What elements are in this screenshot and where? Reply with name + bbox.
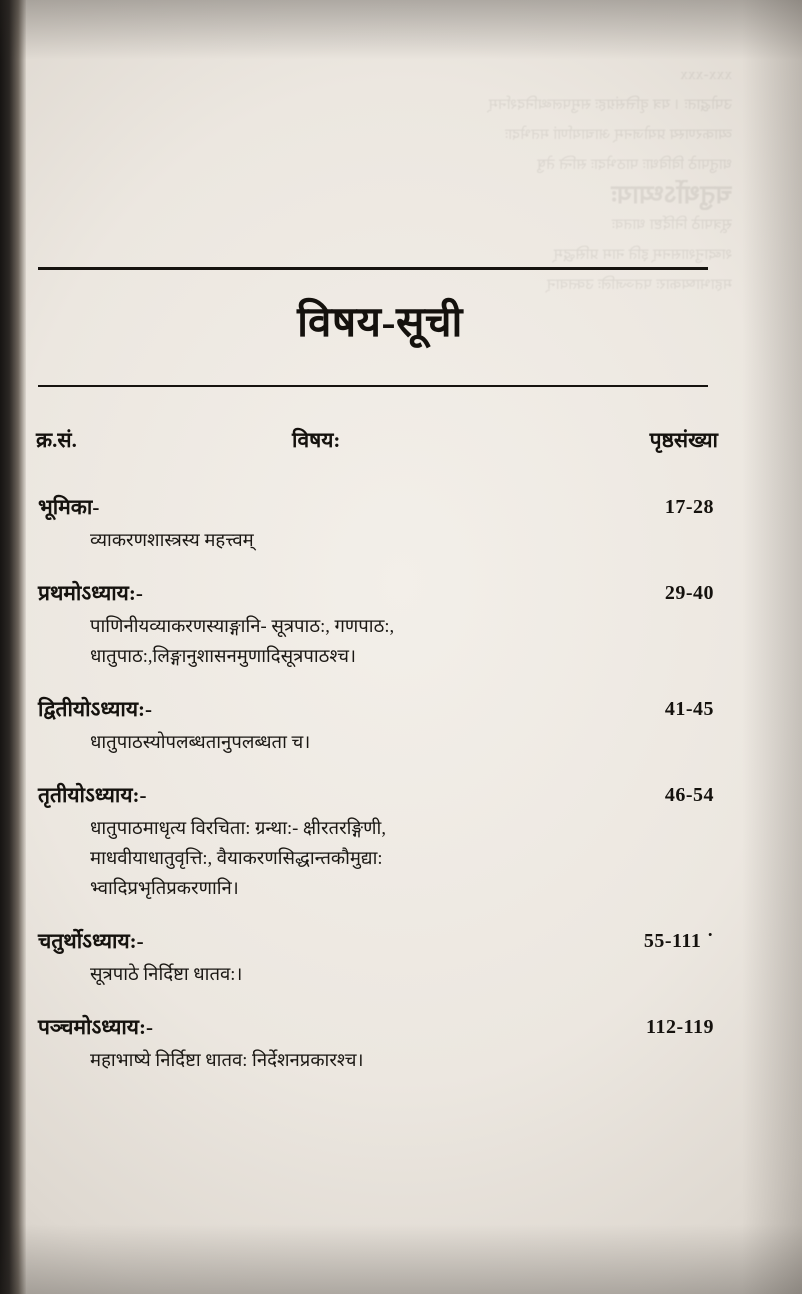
bleed-line: व्याकरणस्य प्रयोजनम् आचार्याणां मतभेदाः — [504, 127, 732, 143]
toc-entry-pages: 17-28 — [664, 496, 714, 518]
toc-entry-pages: 41-45 — [664, 698, 714, 720]
toc-entry-pages: 112-119 — [646, 1016, 714, 1038]
toc-entry-line: महाभाष्ये निर्दिष्टा धातव: निर्देशनप्रकारश्च। — [90, 1051, 364, 1071]
bleed-line: xxx-xxx — [679, 67, 732, 83]
toc-entry-heading: भूमिका- 17-28 — [0, 492, 802, 522]
bleed-line-heading: चतुर्थोऽध्यायः — [611, 180, 732, 209]
toc-entry-line: भ्वादिप्रभृतिप्रकरणानि। — [90, 879, 239, 899]
toc-entry — [0, 492, 802, 556]
bleed-line: महाभाष्यकारः पतञ्जलिः उक्तवान् — [546, 277, 732, 293]
toc-entry-line: व्याकरणशास्त्रस्य महत्त्वम् — [90, 531, 254, 551]
toc-entry-pages: 46-54 — [664, 784, 714, 806]
toc-entry-lines — [0, 526, 802, 556]
table-of-contents — [0, 492, 802, 1098]
toc-entry — [0, 926, 802, 990]
divider-bottom — [38, 385, 708, 387]
column-header-serial: क्र.सं. — [36, 428, 77, 452]
page-title: विषय-सूची — [297, 300, 463, 346]
divider-top — [38, 267, 708, 270]
bleed-line: धातुपाठे विविधाः पाठभेदाः सन्ति तेषु — [536, 157, 732, 173]
toc-entry-line: धातुपाठस्योपलब्धतानुपलब्धता च। — [90, 733, 311, 753]
column-header-page-number: पृष्ठसंख्या — [649, 428, 718, 452]
toc-entry — [0, 694, 802, 758]
toc-entry-line: धातुपाठमाधृत्य विरचिता: ग्रन्था:- क्षीरतरङ्गिणी, — [90, 819, 386, 839]
toc-entry-heading: पञ्चमोऽध्याय:- 112-119 — [0, 1012, 802, 1042]
toc-entry-pages: 29-40 — [664, 582, 714, 604]
toc-entry-line: सूत्रपाठे निर्दिष्टा धातव:। — [90, 965, 243, 985]
bleed-line: उपोद्घातः । यत्र वृत्तिसंग्रहः समुपलब्धनिदर्शनम् — [488, 97, 732, 113]
toc-entry-lines — [0, 960, 802, 990]
bleed-line: शब्दानुशासनम् इति नाम प्रसिद्धम् — [553, 247, 732, 263]
toc-entry-lines — [0, 612, 802, 672]
toc-entry-pages: 55-111 ˙ — [643, 930, 714, 952]
toc-entry-heading: चतुर्थोऽध्याय:- 55-111 ˙ — [0, 926, 802, 956]
toc-entry — [0, 578, 802, 672]
toc-entry-line: माधवीयाधातुवृत्ति:, वैयाकरणसिद्धान्तकौमुद्या: — [90, 849, 383, 869]
toc-entry-heading: द्वितीयोऽध्याय:- 41-45 — [0, 694, 802, 724]
bleed-line: सूत्रपाठे निर्दिष्टा धातवः — [611, 217, 732, 233]
column-header-subject: विषय: — [292, 428, 341, 452]
toc-entry-lines — [0, 814, 802, 904]
toc-entry-heading: प्रथमोऽध्याय:- 29-40 — [0, 578, 802, 608]
toc-entry-line: धातुपाठ:,लिङ्गानुशासनमुणादिसूत्रपाठश्च। — [90, 647, 357, 667]
toc-entry-lines — [0, 1046, 802, 1076]
toc-entry-lines — [0, 728, 802, 758]
toc-entry — [0, 1012, 802, 1076]
toc-entry-line: पाणिनीयव्याकरणस्याङ्गानि- सूत्रपाठ:, गणपाठ:, — [90, 617, 395, 637]
toc-entry — [0, 780, 802, 904]
toc-entry-heading: तृतीयोऽध्याय:- 46-54 — [0, 780, 802, 810]
